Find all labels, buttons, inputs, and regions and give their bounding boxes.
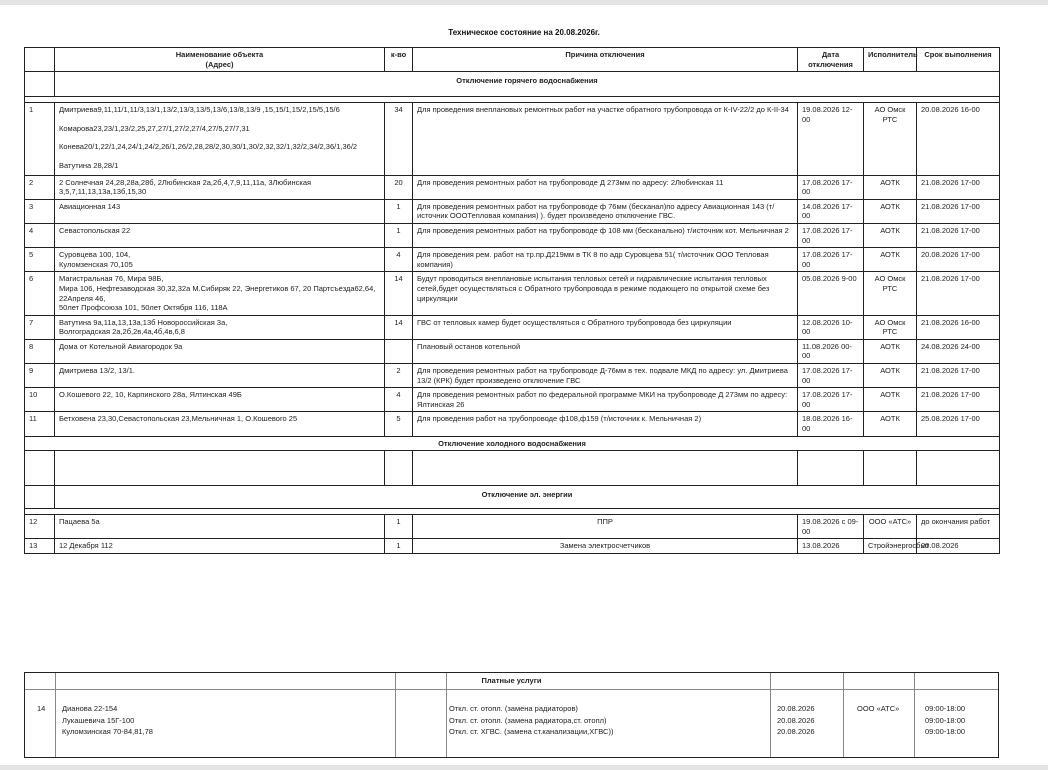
row-num: 4 — [25, 223, 55, 247]
address-line: Магистральная 76, Мира 98Б, — [59, 274, 164, 284]
bottom-edge — [0, 765, 1048, 770]
row-reason: Для проведения ремонтных работ на трубопроводе Д-76мм в тех. подвале МКД по адресу: ул. Дмитриева 13/2 (КРК) будет произведено отключение ГВС — [413, 364, 798, 388]
row-qty: 14 — [385, 272, 413, 315]
row-date: 17.08.2026 17-00 — [798, 175, 864, 199]
row-qty: 1 — [385, 223, 413, 247]
row-address — [55, 339, 385, 363]
paid-address: Лукашевича 15Г-100 — [62, 715, 135, 725]
table-row — [25, 223, 1000, 247]
section-power-spacer — [25, 486, 55, 509]
table-row — [25, 515, 1000, 539]
empty-cell — [385, 451, 413, 486]
paid-date: 20.08.2026 — [777, 715, 815, 725]
address-line: Дмитриева9,11,11/1,11/3,13/1,13/2,13/3,13/5,13/6,13/8,13/9 ,15,15/1,15/2,15/5,15/6 — [59, 105, 340, 115]
row-deadline: 21.08.2026 17-00 — [917, 272, 1000, 315]
document-title: Техническое состояние на 20.08.2026г. — [448, 28, 600, 37]
paid-time: 09:00-18:00 — [925, 727, 966, 736]
row-qty: 4 — [385, 388, 413, 412]
row-address — [55, 364, 385, 388]
row-date: 05.08.2026 9-00 — [798, 272, 864, 315]
table-row — [25, 103, 1000, 175]
row-address — [55, 412, 385, 436]
section-row-hot — [25, 72, 1000, 97]
row-address — [55, 223, 385, 247]
table-row — [25, 539, 1000, 554]
row-deadline: 21.08.2026 17-00 — [917, 175, 1000, 199]
row-qty: 14 — [385, 315, 413, 339]
address-line: Дмитриева 13/2, 13/1. — [59, 366, 135, 376]
row-qty: 1 — [385, 515, 413, 539]
address-line: Севастопольская 22 — [59, 225, 131, 235]
row-reason: ГВС от тепловых камер будет осуществляться с Обратного трубопровода без циркуляции — [413, 315, 798, 339]
address-line: 50лет Профсоюза 101, 50лет Октября 116, 118А — [59, 303, 228, 313]
section-hot-spacer — [25, 72, 55, 97]
row-date: 14.08.2026 17-00 — [798, 199, 864, 223]
row-deadline: 25.08.2026 17-00 — [917, 412, 1000, 436]
address-line: Суровцева 100, 104, — [59, 250, 131, 260]
table-row — [25, 175, 1000, 199]
row-address — [55, 388, 385, 412]
paid-col-line — [55, 673, 56, 757]
row-executor: ООО «АТС» — [864, 515, 917, 539]
row-executor: АО Омск РТС — [864, 103, 917, 175]
row-executor: АОТК — [864, 339, 917, 363]
row-address — [55, 103, 385, 175]
header-object-label: Наименование объекта — [175, 50, 264, 59]
paid-reason: Откл. ст. отопл. (замена радиаторов) — [449, 704, 578, 713]
header-deadline: Срок выполнения — [917, 48, 1000, 72]
header-row — [25, 48, 1000, 72]
row-date: 17.08.2026 17-00 — [798, 248, 864, 272]
row-reason: Плановый останов котельной — [413, 339, 798, 363]
paid-executor: ООО «АТС» — [857, 704, 900, 713]
row-executor: АОТК — [864, 412, 917, 436]
section-cold-label: Отключение холодного водоснабжения — [25, 436, 1000, 451]
paid-num: 14 — [37, 704, 46, 713]
row-num: 6 — [25, 272, 55, 315]
row-num: 7 — [25, 315, 55, 339]
row-address — [55, 272, 385, 315]
row-deadline: 21.08.2026 17-00 — [917, 364, 1000, 388]
row-address: 12 Декабря 112 — [55, 539, 385, 554]
row-reason: Для проведения ремонтных работ по федеральной программе МКИ на трубопроводе Д 273мм по адресу: Ялтинская 26 — [413, 388, 798, 412]
empty-row — [25, 451, 1000, 486]
row-qty: 1 — [385, 539, 413, 554]
row-executor: АОТК — [864, 364, 917, 388]
row-deadline: 21.08.2026 17-00 — [917, 388, 1000, 412]
row-num: 9 — [25, 364, 55, 388]
section-row-cold — [25, 436, 1000, 451]
header-object — [55, 48, 385, 72]
row-deadline: 21.08.2026 17-00 — [917, 223, 1000, 247]
header-qty: к-во — [385, 48, 413, 72]
paid-dates — [777, 703, 815, 738]
empty-cell — [25, 451, 55, 486]
row-num: 11 — [25, 412, 55, 436]
row-executor: АОТК — [864, 388, 917, 412]
paid-time: 09:00-18:00 — [925, 704, 966, 713]
row-reason: Для проведения рем. работ на тр.пр.Д219мм в ТК 8 по адр Суровцева 51( т/источник ООО Тепловая компания) — [413, 248, 798, 272]
address-line: Ватутина 28,28/1 — [59, 160, 119, 170]
row-reason: Для проведения работ на трубопроводе ф108,ф159 (т/источник к. Мельничная 2) — [413, 412, 798, 436]
row-date: 17.08.2026 17-00 — [798, 223, 864, 247]
row-deadline: 20.08.2026 17-00 — [917, 248, 1000, 272]
table-body — [25, 72, 1000, 554]
header-executor: Исполнитель — [864, 48, 917, 72]
row-date: 18.08.2026 16-00 — [798, 412, 864, 436]
row-reason: Замена электросчетчиков — [413, 539, 798, 554]
row-executor: АО Омск РТС — [864, 315, 917, 339]
row-qty: 4 — [385, 248, 413, 272]
paid-date: 20.08.2026 — [777, 704, 815, 713]
empty-cell — [413, 451, 798, 486]
row-date: 19.08.2026 с 09-00 — [798, 515, 864, 539]
row-address — [55, 315, 385, 339]
row-date: 17.08.2026 17-00 — [798, 388, 864, 412]
address-line: Дома от Котельной Авиагородок 9а — [59, 341, 183, 351]
row-qty: 5 — [385, 412, 413, 436]
address-line: Авиационная 143 — [59, 201, 121, 211]
table-row — [25, 199, 1000, 223]
table-row — [25, 364, 1000, 388]
row-executor: АОТК — [864, 175, 917, 199]
row-reason: Будут проводиться внеплановые испытания тепловых сетей и гидравлические испытания тепловых сетей,будет осуществляться с Обратного трубопровода в режиме подающего по открытой схеме без циркуляции — [413, 272, 798, 315]
row-num: 12 — [25, 515, 55, 539]
address-line: Бетховена 23,30,Севастопольская 23,Мельничная 1, О.Кошевого 25 — [59, 414, 298, 424]
row-num: 3 — [25, 199, 55, 223]
row-address: Пацаева 5а — [55, 515, 385, 539]
address-line: 2 Солнечная 24,28,28а,28б, 2Любинская 2а,2б,4,7,9,11,11а, 3Любинская 3,5,7,11,13,13а,13б,15,30 — [59, 177, 312, 197]
paid-col-line — [446, 673, 447, 757]
row-date: 11.08.2026 00-00 — [798, 339, 864, 363]
header-date: Дата отключения — [798, 48, 864, 72]
address-line: Волгоградская 2а,2б,2в,4а,4б,4в,6,8 — [59, 327, 185, 337]
table-row — [25, 315, 1000, 339]
paid-divider — [25, 689, 998, 690]
paid-services-box — [24, 672, 999, 758]
table-row — [25, 388, 1000, 412]
row-deadline: до окончания работ — [917, 515, 1000, 539]
paid-reasons — [449, 703, 613, 738]
address-line: Комарова23,23/1,23/2,25,27,27/1,27/2,27/4,27/5,27/7,31 — [59, 123, 250, 133]
row-qty: 20 — [385, 175, 413, 199]
paid-address: Дианова 22-154 — [62, 704, 118, 713]
empty-cell — [798, 451, 864, 486]
row-executor: АОТК — [864, 248, 917, 272]
row-deadline: 21.08.2026 16-00 — [917, 315, 1000, 339]
row-deadline: 24.08.2026 24-00 — [917, 339, 1000, 363]
section-row-power — [25, 486, 1000, 509]
paid-time: 09:00-18:00 — [925, 715, 966, 725]
address-line: Ватутина 9а,11а,13,13а,13б Новороссийская 3а, — [59, 317, 228, 327]
row-reason: Для проведения ремонтных работ на трубопроводе Д 273мм по адресу: 2Любинская 11 — [413, 175, 798, 199]
row-num: 13 — [25, 539, 55, 554]
paid-reason: Откл. ст. отопл. (замена радиатора,ст. отопл) — [449, 715, 607, 725]
row-reason: Для проведения ремонтных работ на трубопроводе ф 76мм (бесканал)по адресу Авиационная 143 (т/источник ОООТепловая компания) ). будет произведено отключение ГВС. — [413, 199, 798, 223]
row-reason: Для проведения внеплановых ремонтных работ на участке обратного трубопровода от К-IV-22/2 до К-II-34 — [413, 103, 798, 175]
row-executor: АОТК — [864, 223, 917, 247]
row-qty: 1 — [385, 199, 413, 223]
row-date: 12.08.2026 10-00 — [798, 315, 864, 339]
empty-cell — [55, 451, 385, 486]
address-line: Конева20/1,22/1,24,24/1,24/2,26/1,26/2,28,28/2,30,30/1,30/2,32,32/1,32/2,34/2,36/1,36/2 — [59, 142, 358, 152]
address-line: Мира 106, Нефтезаводская 30,32,32а М.Сибиряк 22, Энергетиков 67, 20 Партсъезда62,64, 22Апреля 46, — [59, 283, 376, 303]
row-num: 8 — [25, 339, 55, 363]
table-row — [25, 272, 1000, 315]
header-num — [25, 48, 55, 72]
row-address — [55, 199, 385, 223]
row-num: 5 — [25, 248, 55, 272]
address-line: Куломзенская 70,105 — [59, 259, 133, 269]
row-executor: АО Омск РТС — [864, 272, 917, 315]
row-qty — [385, 339, 413, 363]
paid-col-line — [770, 673, 771, 757]
row-reason: Для проведения ремонтных работ на трубопроводе ф 108 мм (бесканально) т/источник кот. Мельничная 2 — [413, 223, 798, 247]
paid-times — [925, 703, 965, 738]
row-num: 1 — [25, 103, 55, 175]
row-executor: Стройэнергосбыт — [864, 539, 917, 554]
table-row — [25, 412, 1000, 436]
shutdown-table — [24, 47, 1000, 554]
empty-cell — [864, 451, 917, 486]
row-deadline: 21.08.2026 17-00 — [917, 199, 1000, 223]
top-edge — [0, 0, 1048, 5]
paid-col-line — [395, 673, 396, 757]
row-deadline: 20.08.2026 16-00 — [917, 103, 1000, 175]
row-address — [55, 248, 385, 272]
table-row — [25, 339, 1000, 363]
row-address — [55, 175, 385, 199]
row-num: 10 — [25, 388, 55, 412]
header-reason: Причина отключения — [413, 48, 798, 72]
row-num: 2 — [25, 175, 55, 199]
empty-cell — [917, 451, 1000, 486]
row-date: 19.08.2026 12-00 — [798, 103, 864, 175]
table-row — [25, 248, 1000, 272]
paid-addresses — [62, 703, 153, 738]
header-object-sub: (Адрес) — [205, 59, 234, 69]
paid-services-title: Платные услуги — [481, 676, 542, 685]
section-hot-label: Отключение горячего водоснабжения — [55, 72, 1000, 97]
row-date: 17.08.2026 17-00 — [798, 364, 864, 388]
paid-reason: Откл. ст. ХГВС. (замена ст.канализации,ХГВС)) — [449, 727, 614, 736]
paid-address: Куломзинская 70-84,81,78 — [62, 727, 153, 736]
row-deadline: 20.08.2026 — [917, 539, 1000, 554]
paid-col-line — [914, 673, 915, 757]
row-qty: 2 — [385, 364, 413, 388]
row-reason: ППР — [413, 515, 798, 539]
address-line: О.Кошевого 22, 10, Карпинского 28а, Ялтинская 49Б — [59, 390, 242, 400]
row-qty: 34 — [385, 103, 413, 175]
paid-date: 20.08.2026 — [777, 727, 815, 736]
row-executor: АОТК — [864, 199, 917, 223]
paid-col-line — [843, 673, 844, 757]
row-date: 13.08.2026 — [798, 539, 864, 554]
section-power-label: Отключение эл. энергии — [55, 486, 1000, 509]
